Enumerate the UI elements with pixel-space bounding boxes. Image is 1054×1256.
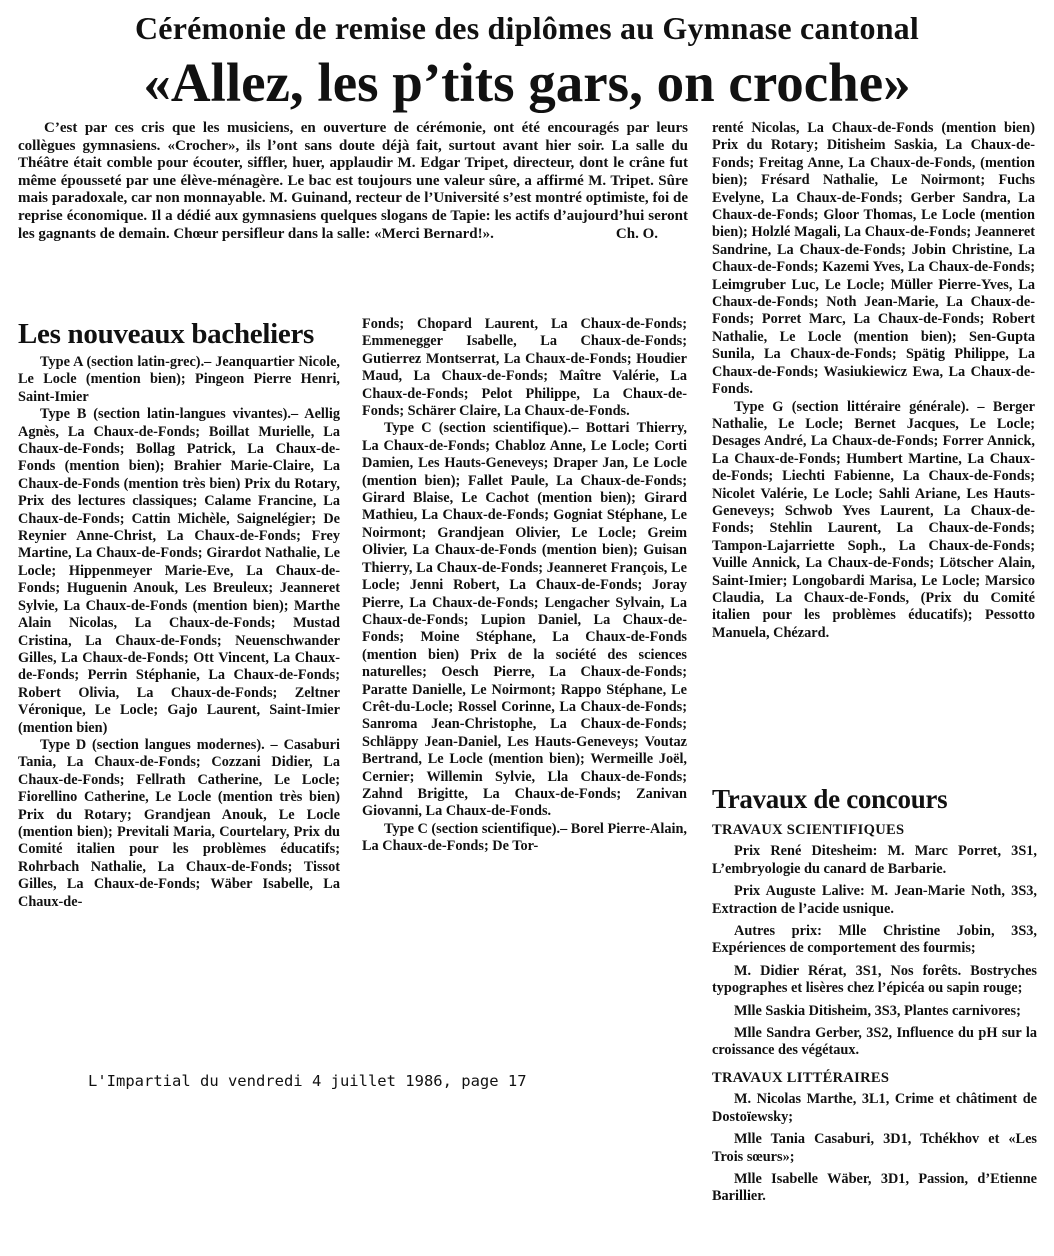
source-caption: L'Impartial du vendredi 4 juillet 1986, page 17 <box>88 1072 527 1090</box>
column-2 <box>362 316 687 1000</box>
lead-text: C’est par ces cris que les musiciens, en ouverture de cérémonie, ont été encouragés par leurs collègues gymnasiens. «Crocher», ils l’ont sans doute déjà fait, surtout avant hier soir. La salle du Théâtre était comble pour écouter, siffler, huer, applaudir M. Edgar Tripet, directeur, dont le crâne fut même épousseté par une élève-ménagère. Le bac est toujours une valeur sûre, a affirmé M. Tripet. Sûre mais paradoxale, car non monnayable. M. Guinand, recteur de l’Université s’est montré optimiste, foi de reprise économique. Il a dédié aux gymnasiens quelques slogans de Tapie: les actifs d’aujourd’hui seront les gagnants de demain. Chœur persifleur dans la salle: «Merci Bernard!». <box>18 120 688 242</box>
travaux-column <box>712 820 1037 1250</box>
section-title-bacheliers: Les nouveaux bacheliers <box>18 318 315 350</box>
prize-item: Autres prix: Mlle Christine Jobin, 3S3, Expériences de comportement des fourmis; <box>712 923 1037 957</box>
prize-item: M. Nicolas Marthe, 3L1, Crime et châtiment de Dostoïewsky; <box>712 1091 1037 1125</box>
prize-item: Mlle Sandra Gerber, 3S2, Influence du pH sur la croissance des végétaux. <box>712 1025 1037 1059</box>
prize-item: Prix Auguste Lalive: M. Jean-Marie Noth, 3S3, Extraction de l’acide usnique. <box>712 883 1037 917</box>
type-g-paragraph: Type G (section littéraire générale). – Berger Nathalie, Le Locle; Bernet Jacques, Le Locle; Desages André, La Chaux-de-Fonds; Forrer Annick, La Chaux-de-Fonds; Humbert Martine, La Chaux-de-Fonds; Liechti Fabienne, La Chaux-de-Fonds; Nicolet Valérie, Le Locle; Sahli Ariane, Les Hauts-Geneveys; Schwob Yves Laurent, La Chaux-de-Fonds; Stehlin Laurent, La Chaux-de-Fonds; Tampon-Lajarriette Soph., La Chaux-de-Fonds; Vuille Annick, La Chaux-de-Fonds; Lötscher Alain, Saint-Imier; Longobardi Marisa, Le Locle; Marsico Claudia, La Chaux-de-Fonds, (Prix du Comité italien pour les problèmes éducatifs); Pessotto Manuela, Chézard. <box>712 398 1035 641</box>
prize-item: Mlle Saskia Ditisheim, 3S3, Plantes carnivores; <box>734 1002 1021 1019</box>
column-3 <box>712 120 1035 768</box>
subheading-scientifiques: TRAVAUX SCIENTIFIQUES <box>712 822 905 838</box>
type-d-paragraph: Type D (section langues modernes). – Casaburi Tania, La Chaux-de-Fonds; Cozzani Didier, La Chaux-de-Fonds; Fellrath Catherine, Le Locle; Fiorellino Catherine, Le Locle (mention très bien) Prix du Rotary; Grandjean Anouk, Le Locle (mention bien); Previtali Maria, Courtelary, Prix du Comité italien pour les problèmes éducatifs; Rohrbach Nathalie, La Chaux-de-Fonds; Tissot Gilles, La Chaux-de-Fonds; Wäber Isabelle, La Chaux-de- <box>18 736 340 910</box>
main-headline: «Allez, les p’tits gars, on croche» <box>143 52 911 113</box>
type-d-continued: Fonds; Chopard Laurent, La Chaux-de-Fonds; Emmenegger Isabelle, La Chaux-de-Fonds; Gutierrez Montserrat, La Chaux-de-Fonds; Houdier Maud, La Chaux-de-Fonds; Maître Valérie, La Chaux-de-Fonds; Pelot Philippe, La Chaux-de-Fonds; Schärer Claire, La Chaux-de-Fonds. <box>362 316 687 420</box>
section-title-travaux: Travaux de concours <box>712 784 948 814</box>
type-c-paragraph: Type C (section scientifique).– Bottari Thierry, La Chaux-de-Fonds; Chabloz Anne, Le Locle; Corti Damien, Les Hauts-Geneveys; Draper Jan, Le Locle (mention bien); Fallet Paule, La Chaux-de-Fonds; Girard Blaise, Le Cachot (mention bien); Girard Mathieu, La Chaux-de-Fonds; Gogniat Stéphane, Le Noirmont; Grandjean Olivier, Le Locle; Greim Olivier, La Chaux-de-Fonds (mention bien); Guisan Thierry, La Chaux-de-Fonds; Jeanneret François, Le Locle; Jenni Robert, La Chaux-de-Fonds; Joray Pierre, La Chaux-de-Fonds; Lengacher Sylvain, La Chaux-de-Fonds; Lupion Daniel, La Chaux-de-Fonds; Moine Stéphane, La Chaux-de-Fonds (mention bien) Prix de la société des sciences naturelles; Oesch Pierre, La Chaux-de-Fonds; Paratte Danielle, Le Noirmont; Rappo Stéphane, Le Crêt-du-Locle; Rossel Corinne, La Chaux-de-Fonds; Sanroma Jean-Christophe, La Chaux-de-Fonds; Schläppy Jean-Daniel, Les Hauts-Geneveys; Voutaz Bertrand, Le Locle (mention bien); Wermeille Joël, Cernier; Willemin Sylvie, Lla Chaux-de-Fonds; Zahnd Brigitte, La Chaux-de-Fonds; Zanivan Giovanni, La Chaux-de-Fonds. <box>362 420 687 820</box>
type-c-continued: renté Nicolas, La Chaux-de-Fonds (mention bien) Prix du Rotary; Ditisheim Saskia, La Chaux-de-Fonds; Freitag Anne, La Chaux-de-Fonds, (mention bien); Frésard Nathalie, Le Noirmont; Fuchs Evelyne, La Chaux-de-Fonds; Gerber Sandra, La Chaux-de-Fonds; Gloor Thomas, Le Locle (mention bien); Holzlé Magali, La Chaux-de-Fonds; Jeanneret Sandrine, La Chaux-de-Fonds; Jobin Christine, La Chaux-de-Fonds; Kazemi Yves, La Chaux-de-Fonds; Leimgruber Luc, Le Locle; Müller Pierre-Yves, La Chaux-de-Fonds; Noth Jean-Marie, La Chaux-de-Fonds; Porret Marc, La Chaux-de-Fonds; Robert Nathalie, Le Locle (mention bien); Sen-Gupta Sunila, La Chaux-de-Fonds; Spätig Philippe, La Chaux-de-Fonds; Wasiukiewicz Ewa, La Chaux-de-Fonds. <box>712 120 1035 398</box>
type-c-second-paragraph: Type C (section scientifique).– Borel Pierre-Alain, La Chaux-de-Fonds; De Tor- <box>362 820 687 855</box>
prize-item: Mlle Isabelle Wäber, 3D1, Passion, d’Etienne Barillier. <box>712 1170 1037 1205</box>
kicker-headline: Cérémonie de remise des diplômes au Gymnase cantonal <box>135 10 919 46</box>
type-a-paragraph: Type A (section latin-grec).– Jeanquartier Nicole, Le Locle (mention bien); Pingeon Pierre Henri, Saint-Imier <box>18 354 340 405</box>
type-b-paragraph: Type B (section latin-langues vivantes).– Aellig Agnès, La Chaux-de-Fonds; Boillat Murielle, La Chaux-de-Fonds; Bollag Patrick, La Chaux-de-Fonds (mention bien); Brahier Marie-Claire, La Chaux-de-Fonds (mention très bien) Prix du Rotary, Prix des lectures classiques; Calame Francine, La Chaux-de-Fonds; Cattin Michèle, Saignelégier; De Reynier Anne-Christ, La Chaux-de-Fonds; Frey Martine, La Chaux-de-Fonds; Girardot Nathalie, Le Locle; Hippenmeyer Marie-Eve, La Chaux-de-Fonds; Huguenin Anouk, Les Breuleux; Jeanneret Sylvie, La Chaux-de-Fonds (mention bien); Marthe Alain Nicolas, La Chaux-de-Fonds; Mustad Cristina, La Chaux-de-Fonds; Neuenschwander Gilles, La Chaux-de-Fonds; Ott Vincent, La Chaux-de-Fonds; Perrin Stéphanie, La Chaux-de-Fonds; Robert Olivia, La Chaux-de-Fonds; Zeltner Véronique, Le Locle; Gajo Laurent, Saint-Imier (mention bien) <box>18 406 340 736</box>
author-signature: Ch. O. <box>615 225 658 242</box>
prize-item: Prix René Ditesheim: M. Marc Porret, 3S1, L’embryologie du canard de Barbarie. <box>712 843 1037 877</box>
lead-paragraph <box>18 120 688 314</box>
subheading-litteraires: TRAVAUX LITTÉRAIRES <box>712 1069 890 1086</box>
prize-item: M. Didier Rérat, 3S1, Nos forêts. Bostryches typographes et lisères chez l’épicéa ou sapin rouge; <box>712 962 1037 997</box>
prize-item: Mlle Tania Casaburi, 3D1, Tchékhov et «Les Trois sœurs»; <box>712 1131 1037 1165</box>
column-1 <box>18 354 340 1046</box>
